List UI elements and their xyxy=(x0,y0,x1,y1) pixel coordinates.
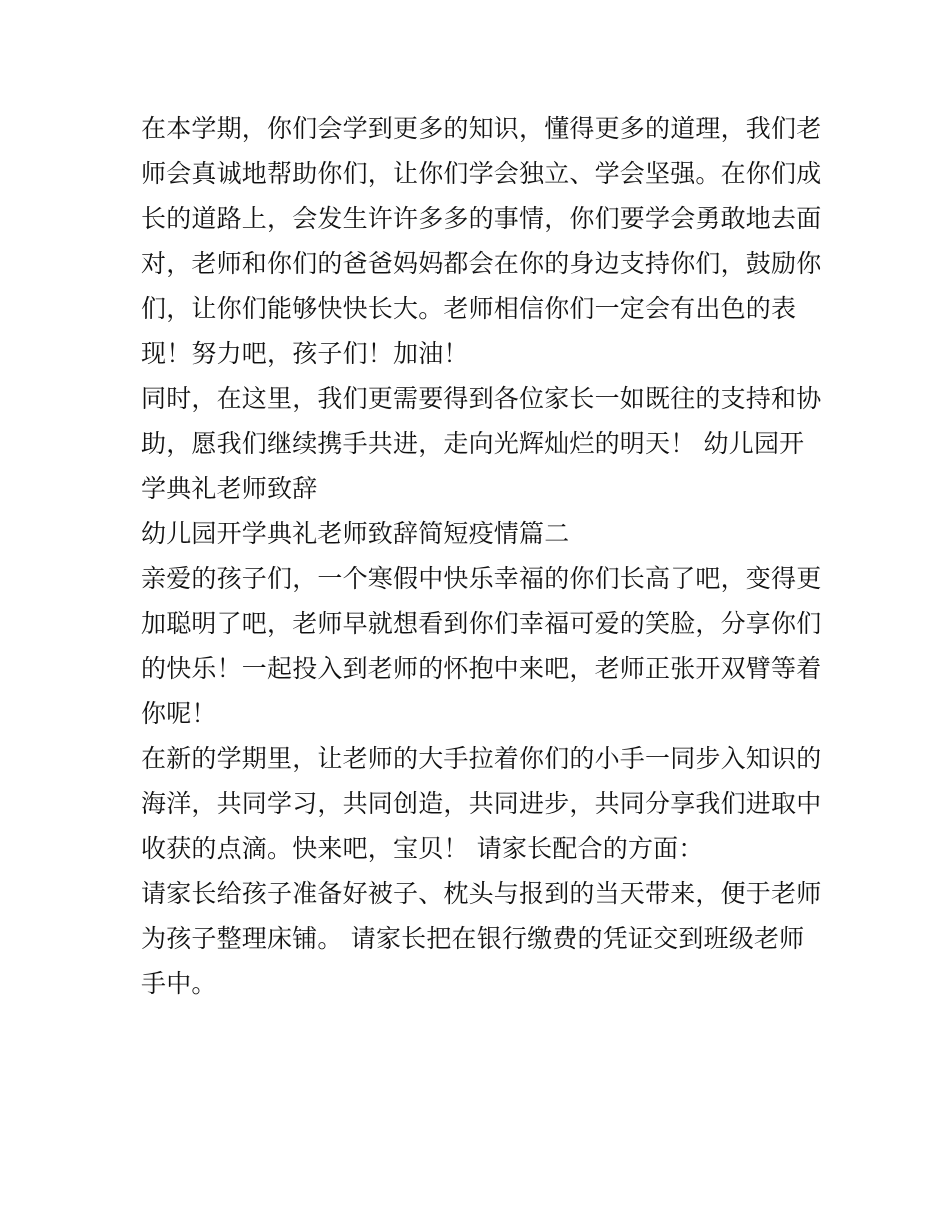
section-heading: 幼儿园开学典礼老师致辞简短疫情篇二 xyxy=(141,519,570,548)
text-line: 在新的学期里，让老师的大手拉着你们的小手一同步入知识的 xyxy=(141,744,822,773)
text-line: 长的道路上，会发生许许多多的事情，你们要学会勇敢地去面 xyxy=(141,204,822,233)
text-line: 亲爱的孩子们，一个寒假中快乐幸福的你们长高了吧，变得更 xyxy=(141,564,822,593)
text-line: 在本学期，你们会学到更多的知识，懂得更多的道理，我们老 xyxy=(141,114,822,143)
text-line: 收获的点滴。快来吧，宝贝！ 请家长配合的方面： xyxy=(141,834,704,863)
text-line: 的快乐！一起投入到老师的怀抱中来吧，老师正张开双臂等着 xyxy=(141,654,822,683)
text-line: 学典礼老师致辞 xyxy=(141,474,318,503)
text-line: 海洋，共同学习，共同创造，共同进步，共同分享我们进取中 xyxy=(141,789,822,818)
text-line: 加聪明了吧，老师早就想看到你们幸福可爱的笑脸，分享你们 xyxy=(141,609,822,638)
text-line: 们，让你们能够快快长大。老师相信你们一定会有出色的表 xyxy=(141,294,797,323)
text-line: 同时，在这里，我们更需要得到各位家长一如既往的支持和协 xyxy=(141,384,822,413)
text-line: 手中。 xyxy=(141,969,217,998)
text-line: 现！努力吧，孩子们！加油！ xyxy=(141,339,469,368)
text-line: 师会真诚地帮助你们，让你们学会独立、学会坚强。在你们成 xyxy=(141,159,822,188)
text-line: 为孩子整理床铺。 请家长把在银行缴费的凭证交到班级老师 xyxy=(141,924,805,953)
text-line: 请家长给孩子准备好被子、枕头与报到的当天带来，便于老师 xyxy=(141,879,822,908)
text-line: 你呢！ xyxy=(141,699,217,728)
text-line: 助，愿我们继续携手共进，走向光辉灿烂的明天！ 幼儿园开 xyxy=(141,429,805,458)
text-line: 对，老师和你们的爸爸妈妈都会在你的身边支持你们，鼓励你 xyxy=(141,249,822,278)
document-body xyxy=(141,106,821,1006)
